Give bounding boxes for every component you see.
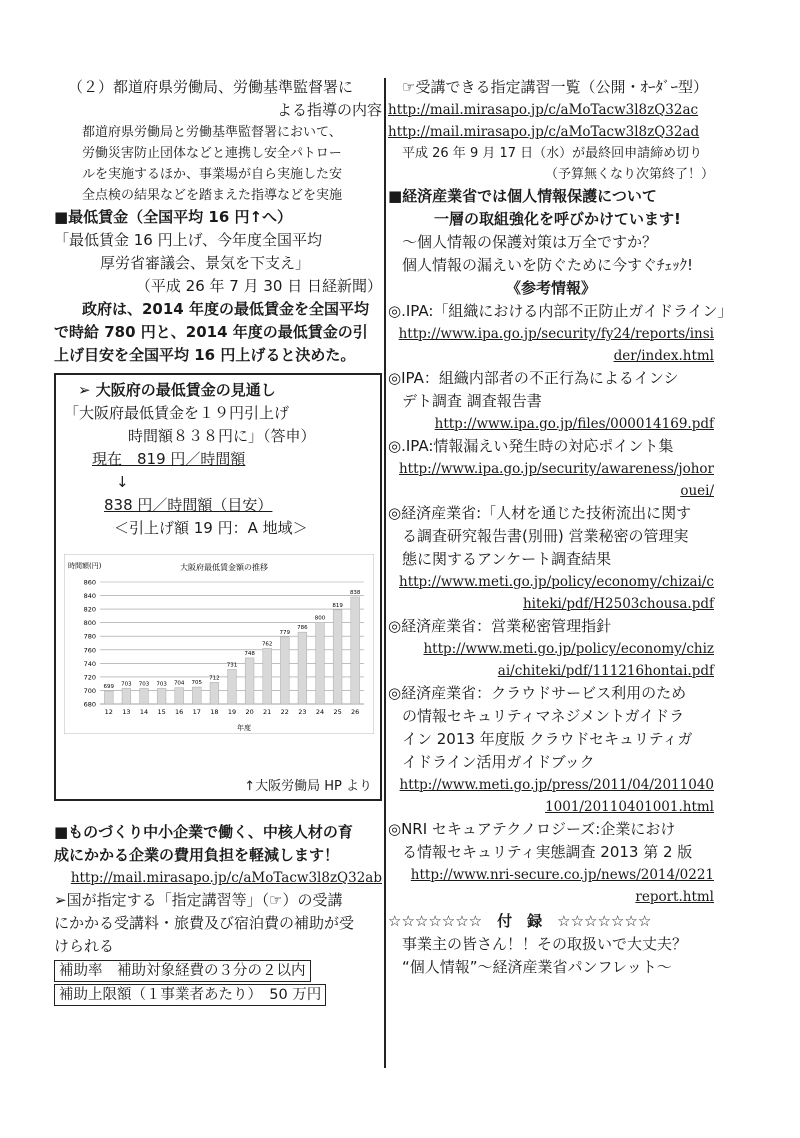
chart-bar xyxy=(316,623,325,704)
chart-bar xyxy=(104,691,113,704)
chart-ytick-label: 800 xyxy=(83,619,96,628)
reference-item xyxy=(388,615,714,682)
chart-xtick-label: 24 xyxy=(315,708,325,716)
osaka-current-wage: 現在 819 円／時間額 xyxy=(92,450,246,468)
chart-xtick-label: 22 xyxy=(280,708,289,716)
reference-title: ◎.IPA:情報漏えい発生時の対応ポイント集 xyxy=(388,437,674,455)
chart-bar xyxy=(210,682,219,704)
chart-data-label: 712 xyxy=(209,675,220,682)
chart-data-label: 800 xyxy=(314,615,326,622)
osaka-raise: ＜引上げ額 19 円：A 地域＞ xyxy=(114,519,308,537)
reference-title: ◎.IPA:「組織における内部不正防止ガイドライン」 xyxy=(388,302,733,320)
min-wage-quote: 「最低賃金 16 円上げ、今年度全国平均 厚労省審議会、景気を下支え」 （平成 26 年 7 月 30 日 日経新聞） xyxy=(54,231,382,295)
chart-ytick-label: 780 xyxy=(83,632,96,641)
reference-url[interactable]: http://www.meti.go.jp/policy/economy/chizai/c xyxy=(399,574,714,590)
reference-title: 態に関するアンケート調査結果 xyxy=(402,550,612,568)
deadline-note: （予算無くなり次第終了！） xyxy=(544,167,714,182)
chart-bar xyxy=(122,688,131,704)
reference-url[interactable]: der/index.html xyxy=(613,348,714,364)
osaka-box-quote-2: 時間額８３８円に」（答申） xyxy=(128,427,316,445)
chart-data-label: 703 xyxy=(121,681,132,688)
chart-ytick-label: 820 xyxy=(83,605,96,614)
reference-url[interactable]: http://www.ipa.go.jp/security/fy24/reports/insi xyxy=(398,326,714,342)
reference-item xyxy=(388,502,714,615)
chart-data-label: 705 xyxy=(191,680,203,687)
chart-bar xyxy=(157,688,166,704)
chart-data-label: 786 xyxy=(297,625,308,632)
chart-xtick-label: 15 xyxy=(157,708,166,716)
meti-heading: ■経済産業省では個人情報保護について 一層の取組強化を呼びかけています! ～個人情報の保護対策は万全ですか？ 個人情報の漏えいを防ぐために今すぐﾁｪｯｸ! 《参考情報》 xyxy=(388,187,694,297)
reference-title: ◎経済産業省:「人材を通じた技術流出に関す xyxy=(388,504,692,522)
reference-title: ◎経済産業省：クラウドサービス利用のため xyxy=(388,684,687,702)
chart-data-label: 748 xyxy=(244,650,255,657)
reference-list xyxy=(388,300,733,908)
chart-bar xyxy=(245,658,254,704)
chart-xtick-label: 26 xyxy=(351,708,360,716)
monozukuri-url[interactable]: http://mail.mirasapo.jp/c/aMoTacw3l8zQ32ab xyxy=(70,870,382,886)
chart-data-label: 762 xyxy=(261,641,273,648)
chart-data-label: 703 xyxy=(138,681,150,688)
monozukuri-heading: ■ものづくり中小企業で働く、中核人材の育 成にかかる企業の費用負担を軽減します！ xyxy=(54,823,353,864)
reference-title: の情報セキュリティマネジメントガイドラ xyxy=(402,707,685,725)
chart-title: 大阪府最低賃金額の推移 xyxy=(180,563,268,572)
chart-xtick-label: 19 xyxy=(227,708,237,716)
chart-xtick-label: 23 xyxy=(298,708,307,716)
chart-ytick-label: 680 xyxy=(83,700,96,709)
reference-title: イン 2013 年度版 クラウドセキュリティガ xyxy=(402,730,693,748)
reference-title: イドライン活用ガイドブック xyxy=(402,753,595,771)
appendix: ☆☆☆☆☆☆☆ 付 録 ☆☆☆☆☆☆☆ 事業主の皆さん！！その取扱いで大丈夫？ “個人情報”～経済産業省パンフレット～ xyxy=(388,912,688,976)
chart-data-label: 838 xyxy=(349,589,361,596)
chart-data-label: 819 xyxy=(332,602,343,609)
chart-frame xyxy=(64,554,374,734)
chart-ytick-label: 740 xyxy=(83,659,96,668)
reference-item xyxy=(388,367,714,435)
reference-title: デト調査 調査報告書 xyxy=(402,392,542,410)
reference-title: る調査研究報告書(別冊) 営業秘密の管理実 xyxy=(402,527,689,545)
reference-title: る情報セキュリティ実態調査 2013 第 2 版 xyxy=(402,843,693,861)
chart-bar xyxy=(175,688,184,704)
chart-xtick-label: 17 xyxy=(192,708,201,716)
reference-url[interactable]: ai/chiteki/pdf/111216hontai.pdf xyxy=(497,663,714,679)
osaka-new-wage: 838 円／時間額（目安） xyxy=(104,496,273,514)
reference-url[interactable]: ouei/ xyxy=(680,483,714,499)
chart-ylabel: 時間額(円) xyxy=(68,562,102,570)
min-wage-body: 政府は、2014 年度の最低賃金を全国平均 で時給 780 円と、2014 年度の最低賃金の引 上げ目安を全国平均 16 円上げると決めた。 xyxy=(54,300,369,364)
reference-item xyxy=(388,682,714,818)
chart-bar xyxy=(298,632,307,704)
section2-body: 都道府県労働局と労働基準監督署において、 労働災害防止団体などと連携し安全パトロー ルを実施するほか、事業場が自ら実施した安 全点検の結果などを踏まえた指導などを実施 xyxy=(82,125,343,203)
chart-xtick-label: 13 xyxy=(122,708,131,716)
osaka-box-quote-1: 「大阪府最低賃金を１９円引上げ xyxy=(64,404,290,422)
left-column xyxy=(54,76,382,1006)
chart-ytick-label: 760 xyxy=(83,646,96,655)
chart-data-label: 731 xyxy=(226,662,238,669)
reference-title: ◎経済産業省：営業秘密管理指針 xyxy=(388,617,612,635)
chart-data-label: 779 xyxy=(279,629,291,636)
column-divider xyxy=(384,78,386,1068)
chart-ytick-label: 840 xyxy=(83,592,96,601)
reference-title: ◎NRI セキュアテクノロジーズ:企業におけ xyxy=(388,820,676,838)
chart-bar xyxy=(280,637,289,704)
chart-xtick-label: 25 xyxy=(333,708,342,716)
subsidy-rate-box: 補助率 補助対象経費の３分の２以内 xyxy=(54,960,311,982)
reference-url[interactable]: 1001/20110401001.html xyxy=(545,799,714,815)
course-url-2[interactable]: http://mail.mirasapo.jp/c/aMoTacw3l8zQ32ad xyxy=(388,124,700,140)
course-url-1[interactable]: http://mail.mirasapo.jp/c/aMoTacw3l8zQ32ac xyxy=(388,102,699,118)
chart-xtick-label: 21 xyxy=(263,708,272,716)
chart-xtick-label: 20 xyxy=(245,708,254,716)
osaka-box-source: ↑大阪労働局 HP より xyxy=(244,779,372,794)
reference-item xyxy=(388,435,714,502)
deadline-text: 平成 26 年 9 月 17 日（水）が最終回申請締め切り xyxy=(402,146,703,161)
min-wage-heading: ■最低賃金（全国平均 16 円↑へ） xyxy=(54,208,293,226)
chart-ytick-label: 860 xyxy=(83,578,96,587)
chart-bar xyxy=(351,597,360,704)
chart-xtick-label: 12 xyxy=(104,708,113,716)
chart-xlabel: 年度 xyxy=(237,724,251,732)
chart-data-label: 704 xyxy=(173,680,185,687)
reference-url[interactable]: http://www.ipa.go.jp/security/awareness/johor xyxy=(398,461,714,477)
reference-item xyxy=(388,818,714,908)
section2-title: （２）都道府県労働局、労働基準監督署に よる指導の内容 xyxy=(68,78,382,119)
chart-ytick-label: 720 xyxy=(83,673,96,682)
monozukuri-body: ➢国が指定する「指定講習等」（☞）の受講 にかかる受講料・旅費及び宿泊費の補助が受 けられる xyxy=(54,891,355,955)
chart-bar xyxy=(140,688,149,704)
subsidy-cap-box: 補助上限額（１事業者あたり） 50 万円 xyxy=(54,984,326,1006)
reference-item xyxy=(388,300,733,367)
chart-bar xyxy=(263,648,272,704)
chart-data-label: 703 xyxy=(156,681,167,688)
right-column xyxy=(388,76,733,979)
reference-url[interactable]: http://www.meti.go.jp/press/2011/04/2011040 xyxy=(399,777,714,793)
chart-ytick-label: 700 xyxy=(83,686,96,695)
chart-bar xyxy=(192,687,201,704)
reference-url[interactable]: http://www.ipa.go.jp/files/000014169.pdf xyxy=(434,416,714,432)
reference-url[interactable]: report.html xyxy=(635,889,714,905)
osaka-arrow: ↓ xyxy=(116,473,129,491)
chart-xtick-label: 16 xyxy=(175,708,184,716)
osaka-min-wage-chart xyxy=(64,554,374,734)
chart-data-label: 699 xyxy=(103,684,115,691)
course-list-heading: ☞受講できる指定講習一覧（公開・ｵｰﾀﾞｰ型） xyxy=(402,78,708,96)
osaka-box-title: ➢ 大阪府の最低賃金の見通し xyxy=(78,381,276,399)
chart-xtick-label: 14 xyxy=(139,708,149,716)
chart-bar xyxy=(228,669,237,704)
reference-url[interactable]: hiteki/pdf/H2503chousa.pdf xyxy=(522,596,714,612)
chart-bar xyxy=(333,610,342,704)
reference-url[interactable]: http://www.meti.go.jp/policy/economy/chiz xyxy=(423,641,714,657)
osaka-min-wage-box xyxy=(54,373,382,801)
reference-url[interactable]: http://www.nri-secure.co.jp/news/2014/0221 xyxy=(410,867,714,883)
reference-title: ◎IPA：組織内部者の不正行為によるインシ xyxy=(388,369,679,387)
chart-xtick-label: 18 xyxy=(210,708,219,716)
